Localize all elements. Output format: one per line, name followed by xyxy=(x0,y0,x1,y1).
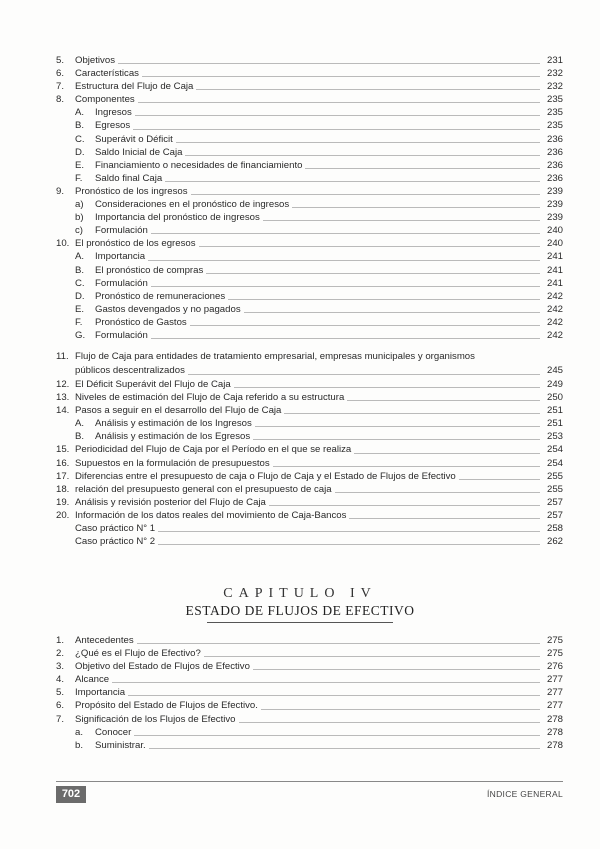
toc-entry xyxy=(56,264,563,277)
toc-entry-title: Formulación xyxy=(95,225,148,237)
toc-entry-page: 278 xyxy=(546,739,563,751)
toc-entry-number: C. xyxy=(75,133,85,145)
toc-entry xyxy=(56,119,563,132)
toc-entry-page: 251 xyxy=(546,405,563,417)
toc-entry-page: 253 xyxy=(546,431,563,443)
toc-entry-number: c) xyxy=(75,225,83,237)
toc-entry-number: 14. xyxy=(56,405,70,417)
toc-entry xyxy=(56,699,563,712)
toc-entry-page: 258 xyxy=(546,523,563,535)
toc-entry-title: Suministrar. xyxy=(95,739,146,751)
dot-leader xyxy=(292,207,540,208)
toc-entry-number: E. xyxy=(75,159,85,171)
toc-entry-title: Diferencias entre el presupuesto de caja o Flujo de Caja y el Estado de Flujos de Efectivo xyxy=(75,470,456,482)
dot-leader xyxy=(239,722,540,723)
toc-entry xyxy=(56,277,563,290)
dot-leader xyxy=(151,233,540,234)
toc-entry xyxy=(56,391,563,404)
dot-leader xyxy=(151,338,540,339)
toc-entry-title: Análisis y estimación de los Ingresos xyxy=(95,418,252,430)
toc-entry-title: Periodicidad del Flujo de Caja por el Período en el que se realiza xyxy=(75,444,352,456)
toc-entry-page: 232 xyxy=(546,68,563,80)
toc-entry-number: A. xyxy=(75,107,85,119)
toc-entry xyxy=(56,54,563,67)
toc-entry-title: Saldo Inicial de Caja xyxy=(95,146,183,158)
dot-leader xyxy=(459,479,540,480)
toc-entry-page: 235 xyxy=(546,107,563,119)
toc-entry xyxy=(56,496,563,509)
toc-entry-page: 242 xyxy=(546,303,563,315)
toc-entry xyxy=(56,535,563,548)
toc-entry-number: 5. xyxy=(56,55,65,66)
toc-entry-page: 235 xyxy=(546,94,563,106)
toc-entry-number: 2. xyxy=(56,648,65,660)
toc-entry xyxy=(56,316,563,329)
toc-entry-page: 278 xyxy=(546,726,563,738)
dot-leader xyxy=(185,155,540,156)
dot-leader xyxy=(228,299,540,300)
chapter-underline xyxy=(207,622,393,623)
toc-entry-page: 231 xyxy=(546,55,563,66)
toc-entry xyxy=(56,211,563,224)
toc-entry xyxy=(56,457,563,470)
toc-entry-title: Ingresos xyxy=(95,107,132,119)
toc-entry xyxy=(56,522,563,535)
dot-leader xyxy=(176,142,540,143)
toc-entry-title: El Déficit Superávit del Flujo de Caja xyxy=(75,379,231,390)
toc-entry-title: Características xyxy=(75,68,139,80)
toc-entry-number: 13. xyxy=(56,392,70,404)
toc-entry-page: 236 xyxy=(546,146,563,158)
toc-entry-title: Gastos devengados y no pagados xyxy=(95,303,241,315)
toc-entry-page: 255 xyxy=(546,483,563,495)
page-number: 702 xyxy=(56,786,86,803)
dot-leader xyxy=(165,181,540,182)
dot-leader xyxy=(255,426,540,427)
toc-entry-number: 8. xyxy=(56,94,65,106)
toc-entry-page: 255 xyxy=(546,470,563,482)
toc-entry-number: F. xyxy=(75,316,83,328)
toc-entry-title: Pronóstico de Gastos xyxy=(95,316,187,328)
dot-leader xyxy=(204,656,540,657)
dot-leader xyxy=(284,413,540,414)
toc-entry-title: Pronóstico de los ingresos xyxy=(75,185,188,197)
toc-entry-title: Información de los datos reales del movimiento de Caja-Bancos xyxy=(75,509,347,521)
toc-entry xyxy=(56,329,563,342)
toc-entry-page: 242 xyxy=(546,329,563,341)
toc-entry-number: G. xyxy=(75,329,86,341)
dot-leader xyxy=(133,129,540,130)
chapter-title: ESTADO DE FLUJOS DE EFECTIVO xyxy=(185,603,415,618)
toc-entry xyxy=(56,686,563,699)
toc-entry xyxy=(56,303,563,316)
toc-entry-number: C. xyxy=(75,277,85,289)
toc-entry-number: 4. xyxy=(56,674,65,686)
toc-entry-title: Importancia xyxy=(95,251,146,263)
toc-section-chapter xyxy=(56,634,563,752)
toc-entry-title: Formulación xyxy=(95,277,148,289)
toc-entry-page: 241 xyxy=(546,264,563,276)
dot-leader xyxy=(190,325,540,326)
toc-entry-page: 262 xyxy=(546,536,563,548)
toc-entry xyxy=(56,509,563,522)
toc-entry-title: Alcance xyxy=(75,674,110,686)
toc-entry-page: 277 xyxy=(546,687,563,699)
toc-entry-page: 239 xyxy=(546,212,563,224)
toc-entry-page: 277 xyxy=(546,674,563,686)
toc-entry-number: a) xyxy=(75,199,84,211)
toc-entry-title: Importancia xyxy=(75,687,126,699)
toc-entry-title: relación del presupuesto general con el presupuesto de caja xyxy=(75,483,332,495)
toc-entry-title: Análisis y estimación de los Egresos xyxy=(95,431,251,443)
dot-leader xyxy=(158,531,540,532)
toc-entry-page: 235 xyxy=(546,120,563,132)
dot-leader xyxy=(128,695,540,696)
toc-entry xyxy=(56,647,563,660)
toc-entry-number: D. xyxy=(75,146,85,158)
toc-entry xyxy=(56,146,563,159)
toc-entry-number: 3. xyxy=(56,661,65,673)
dot-leader xyxy=(112,682,540,683)
dot-leader xyxy=(253,669,540,670)
toc-section-top xyxy=(56,54,563,342)
toc-entry-number: 9. xyxy=(56,185,65,197)
toc-entry-number: 7. xyxy=(56,81,65,93)
toc-entry xyxy=(56,378,563,391)
toc-entry-number: 19. xyxy=(56,496,70,508)
dot-leader xyxy=(148,260,540,261)
toc-entry-page: 236 xyxy=(546,172,563,184)
chapter-number: CAPITULO IV xyxy=(223,586,377,601)
toc-entry xyxy=(56,93,563,106)
toc-entry-number: 16. xyxy=(56,457,70,469)
toc-entry xyxy=(56,404,563,417)
dot-leader xyxy=(273,466,540,467)
toc-entry-page: 251 xyxy=(546,418,563,430)
toc-entry-number: B. xyxy=(75,431,85,443)
dot-leader xyxy=(263,220,540,221)
toc-entry-page: 245 xyxy=(546,365,563,376)
toc-entry xyxy=(56,250,563,263)
toc-entry xyxy=(56,726,563,739)
toc-entry-page: 276 xyxy=(546,661,563,673)
toc-entry-page: 250 xyxy=(546,392,563,404)
toc-entry xyxy=(56,470,563,483)
toc-entry xyxy=(56,80,563,93)
toc-entry-title: Pronóstico de remuneraciones xyxy=(95,290,226,302)
toc-entry-number: 6. xyxy=(56,700,65,712)
toc-entry-title: Consideraciones en el pronóstico de ingresos xyxy=(95,199,290,211)
footer-rule xyxy=(56,781,563,782)
toc-entry-number: 12. xyxy=(56,379,70,390)
toc-entry-number: 7. xyxy=(56,713,65,725)
toc-entry-title: Componentes xyxy=(75,94,135,106)
running-footer: ÍNDICE GENERAL xyxy=(487,789,563,799)
toc-entry xyxy=(56,133,563,146)
toc-entry-page: 254 xyxy=(546,457,563,469)
toc-entry-title: Análisis y revisión posterior del Flujo de Caja xyxy=(75,496,266,508)
toc-entry xyxy=(56,713,563,726)
toc-entry-number: E. xyxy=(75,303,85,315)
toc-entry xyxy=(56,67,563,80)
toc-entry-number: 1. xyxy=(56,635,65,646)
dot-leader xyxy=(269,505,540,506)
dot-leader xyxy=(138,102,540,103)
toc-entry xyxy=(56,483,563,496)
toc-entry-title: Estructura del Flujo de Caja xyxy=(75,81,194,93)
toc-entry-title: El pronóstico de los egresos xyxy=(75,238,196,250)
toc-entry-page: 236 xyxy=(546,159,563,171)
toc-entry-title: Propósito del Estado de Flujos de Efectivo. xyxy=(75,700,258,712)
dot-leader xyxy=(151,286,540,287)
dot-leader xyxy=(196,89,540,90)
toc-entry-number: 6. xyxy=(56,68,65,80)
toc-entry xyxy=(56,106,563,119)
toc-entry xyxy=(56,660,563,673)
toc-entry-number: A. xyxy=(75,418,85,430)
dot-leader xyxy=(137,643,540,644)
dot-leader xyxy=(142,76,540,77)
toc-section-bottom xyxy=(56,378,563,548)
toc-entry xyxy=(56,290,563,303)
dot-leader xyxy=(244,312,540,313)
toc-entry-title: El pronóstico de compras xyxy=(95,264,204,276)
dot-leader xyxy=(354,453,540,454)
toc-entry-number: 5. xyxy=(56,687,65,699)
toc-entry xyxy=(56,237,563,250)
toc-entry-title: Conocer xyxy=(95,726,132,738)
toc-entry-page: 239 xyxy=(546,199,563,211)
toc-entry xyxy=(56,224,563,237)
toc-entry-page: 240 xyxy=(546,238,563,250)
toc-entry-page: 241 xyxy=(546,251,563,263)
toc-entry-title: Caso práctico N° 1 xyxy=(75,523,156,535)
toc-entry-number: 17. xyxy=(56,470,70,482)
toc-entry-page: 239 xyxy=(546,185,563,197)
dot-leader xyxy=(188,374,540,375)
toc-entry-number: b) xyxy=(75,212,84,224)
toc-entry-page: 249 xyxy=(546,379,563,390)
toc-entry xyxy=(56,739,563,752)
toc-entry-title: Superávit o Déficit xyxy=(95,133,173,145)
dot-leader xyxy=(118,63,540,64)
toc-entry-number: 10. xyxy=(56,238,70,250)
toc-entry xyxy=(56,634,563,647)
toc-entry-number: 20. xyxy=(56,509,70,521)
toc-entry xyxy=(56,430,563,443)
toc-entry-page: 232 xyxy=(546,81,563,93)
dot-leader xyxy=(149,748,540,749)
toc-entry xyxy=(56,159,563,172)
toc-entry-page: 240 xyxy=(546,225,563,237)
toc-entry-title: Antecedentes xyxy=(75,635,134,646)
dot-leader xyxy=(158,544,540,545)
toc-entry-page: 236 xyxy=(546,133,563,145)
toc-entry-page: 242 xyxy=(546,316,563,328)
toc-entry xyxy=(56,417,563,430)
toc-entry xyxy=(56,443,563,456)
toc-entry-page: 242 xyxy=(546,290,563,302)
toc-entry-title: Objetivos xyxy=(75,55,115,66)
toc-entry-title: Caso práctico N° 2 xyxy=(75,536,156,548)
dot-leader xyxy=(335,492,540,493)
toc-entry-number: 11. xyxy=(56,351,69,362)
toc-entry-title-line2: públicos descentralizados xyxy=(75,365,185,376)
toc-entry-title-line1: Flujo de Caja para entidades de tratamiento empresarial, empresas municipales y organismos xyxy=(75,351,475,362)
toc-entry-title: Formulación xyxy=(95,329,148,341)
toc-entry-page: 257 xyxy=(546,509,563,521)
dot-leader xyxy=(199,246,540,247)
toc-entry-number: B. xyxy=(75,120,85,132)
dot-leader xyxy=(261,709,540,710)
dot-leader xyxy=(135,115,540,116)
toc-entry-title: Egresos xyxy=(95,120,131,132)
dot-leader xyxy=(206,273,540,274)
dot-leader xyxy=(347,400,540,401)
toc-entry-number: B. xyxy=(75,264,85,276)
toc-entry-page: 257 xyxy=(546,496,563,508)
toc-entry-title: Significación de los Flujos de Efectivo xyxy=(75,713,236,725)
toc-entry xyxy=(56,198,563,211)
toc-entry-number: A. xyxy=(75,251,85,263)
toc-entry-number: b. xyxy=(75,739,84,751)
toc-entry-title: Financiamiento o necesidades de financiamiento xyxy=(95,159,303,171)
toc-entry-page: 254 xyxy=(546,444,563,456)
toc-entry-number: 15. xyxy=(56,444,70,456)
toc-entry-number: 18. xyxy=(56,483,70,495)
toc-entry-title: Saldo final Caja xyxy=(95,172,163,184)
toc-entry-page: 278 xyxy=(546,713,563,725)
toc-entry-title: Pasos a seguir en el desarrollo del Flujo de Caja xyxy=(75,405,282,417)
toc-entry xyxy=(56,172,563,185)
dot-leader xyxy=(305,168,540,169)
dot-leader xyxy=(253,439,540,440)
toc-entry-title: Supuestos en la formulación de presupuestos xyxy=(75,457,270,469)
toc-entry-page: 275 xyxy=(546,648,563,660)
dot-leader xyxy=(191,194,540,195)
dot-leader xyxy=(349,518,540,519)
toc-entry-title: Objetivo del Estado de Flujos de Efectivo xyxy=(75,661,250,673)
toc-entry-page: 241 xyxy=(546,277,563,289)
dot-leader xyxy=(134,735,540,736)
toc-entry-number: F. xyxy=(75,172,83,184)
toc-entry xyxy=(56,185,563,198)
toc-entry-title: Niveles de estimación del Flujo de Caja referido a su estructura xyxy=(75,392,345,404)
dot-leader xyxy=(234,387,540,388)
toc-entry-multiline xyxy=(56,350,563,378)
toc-entry-number: a. xyxy=(75,726,84,738)
toc-entry-page: 275 xyxy=(546,635,563,646)
toc-entry-page: 277 xyxy=(546,700,563,712)
toc-entry xyxy=(56,673,563,686)
toc-entry-number: D. xyxy=(75,290,85,302)
toc-entry-title: Importancia del pronóstico de ingresos xyxy=(95,212,260,224)
toc-entry-title: ¿Qué es el Flujo de Efectivo? xyxy=(75,648,201,660)
